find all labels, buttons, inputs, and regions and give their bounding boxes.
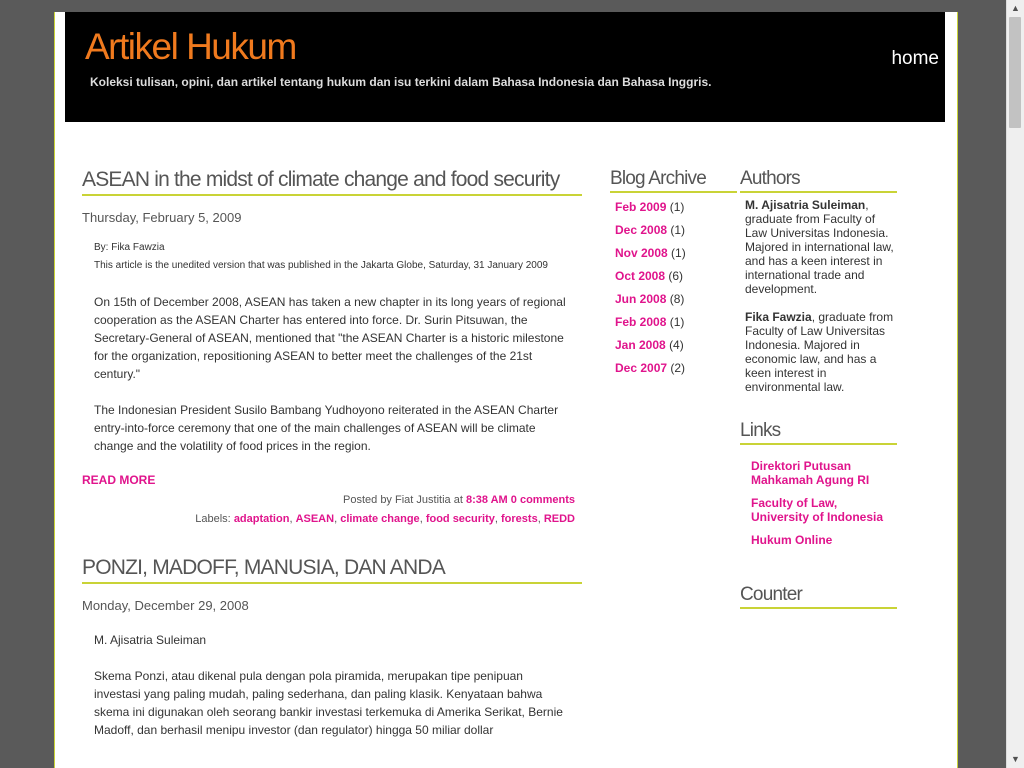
archive-list — [610, 199, 737, 383]
links-section — [740, 420, 897, 556]
link-item — [751, 459, 897, 487]
archive-item — [615, 291, 737, 314]
label-link[interactable]: forests — [501, 513, 538, 525]
archive-item — [615, 199, 737, 222]
at-label: at — [453, 494, 463, 506]
post-title[interactable]: PONZI, MADOFF, MANUSIA, DAN ANDA — [82, 556, 582, 584]
post-author: Fiat Justitia — [395, 494, 451, 506]
authors-title: Authors — [740, 168, 897, 193]
post-time-link[interactable]: 8:38 AM — [465, 494, 508, 506]
archive-count: (6) — [668, 269, 684, 283]
links-title: Links — [740, 420, 897, 445]
post-paragraph: Skema Ponzi, atau dikenal pula dengan pola piramida, merupakan tipe penipuan investasi yang paling mudah, paling sederhana, dan paling klasik. Kenyataan bahwa skema ini digunakan oleh seorang bankir investasi terkemuka di Amerika Serikat, Bernie Madoff, dan berhasil menipu investor (dan regulator) hingga 50 miliar dollar — [94, 669, 563, 737]
post-footer — [82, 491, 582, 509]
archive-item — [615, 268, 737, 291]
link-direktori-putusan[interactable]: Direktori Putusan Mahkamah Agung RI — [751, 459, 870, 487]
archive-link[interactable]: Feb 2008 — [615, 315, 667, 329]
blog-title[interactable]: Artikel Hukum — [85, 26, 296, 67]
links-list — [740, 459, 897, 547]
counter-title: Counter — [740, 584, 897, 609]
archive-item — [615, 222, 737, 245]
archive-count: (1) — [670, 223, 686, 237]
archive-link[interactable]: Dec 2007 — [615, 361, 668, 375]
link-item — [751, 533, 897, 547]
counter-section — [740, 584, 897, 609]
read-more-link[interactable]: READ MORE — [82, 473, 156, 487]
link-item — [751, 496, 897, 524]
labels-label: Labels: — [195, 513, 231, 525]
archive-link[interactable]: Jan 2008 — [615, 338, 666, 352]
page-container — [54, 12, 958, 768]
archive-count: (1) — [671, 246, 686, 260]
archive-link[interactable]: Oct 2008 — [615, 269, 666, 283]
archive-link[interactable]: Dec 2008 — [615, 223, 668, 237]
triangle-down-icon[interactable]: ▼ — [1011, 754, 1020, 764]
home-link[interactable]: home — [891, 48, 939, 69]
post-paragraph: The Indonesian President Susilo Bambang Yudhoyono reiterated in the ASEAN Charter entry-into-force ceremony that one of the main challenges of ASEAN will be climate change and the volatility of food prices in the region. — [94, 403, 559, 453]
vertical-scrollbar[interactable] — [1006, 0, 1024, 768]
post-labels: Labels: adaptation, ASEAN, climate change, food security, forests, REDD — [195, 513, 575, 525]
archive-link[interactable]: Jun 2008 — [615, 292, 667, 306]
post-date: Thursday, February 5, 2009 — [82, 210, 242, 225]
author-entry — [740, 310, 897, 394]
link-faculty-of-law[interactable]: Faculty of Law, University of Indonesia — [751, 496, 884, 524]
main-column — [82, 168, 582, 739]
archive-count: (4) — [669, 338, 684, 352]
archive-item — [615, 314, 737, 337]
label-link[interactable]: ASEAN — [295, 513, 335, 525]
blog-header — [65, 12, 945, 122]
archive-item — [615, 337, 737, 360]
authors-section — [740, 168, 897, 394]
post-date: Monday, December 29, 2008 — [82, 598, 249, 613]
archive-item — [615, 245, 737, 268]
label-link[interactable]: adaptation — [233, 513, 290, 525]
author-name: Fika Fawzia — [745, 310, 812, 324]
post — [82, 168, 582, 528]
archive-link[interactable]: Nov 2008 — [615, 246, 668, 260]
archive-count: (1) — [669, 200, 685, 214]
post-byline: By: Fika Fawzia — [94, 242, 165, 253]
archive-item — [615, 360, 737, 383]
post-paragraph: On 15th of December 2008, ASEAN has taken a new chapter in its long years of regional cooperation as the ASEAN Charter has entered into force. Dr. Surin Pitsuwan, the Secretary-General of ASEAN, mentioned that "the ASEAN Charter is a historic milestone for the organization, repositioning ASEAN to better meet the challenges of the 21st century." — [94, 295, 566, 381]
blog-archive — [610, 168, 737, 383]
archive-count: (1) — [669, 315, 685, 329]
archive-count: (8) — [669, 292, 685, 306]
archive-link[interactable]: Feb 2009 — [615, 200, 667, 214]
archive-title: Blog Archive — [610, 168, 737, 193]
label-link[interactable]: REDD — [543, 513, 575, 525]
post-note: This article is the unedited version that was published in the Jakarta Globe, Saturday, 31 January 2009 — [94, 260, 548, 271]
author-entry — [740, 198, 897, 296]
post-body — [82, 631, 582, 739]
triangle-up-icon[interactable]: ▲ — [1011, 3, 1020, 13]
post — [82, 556, 582, 739]
author-bio: , graduate from Faculty of Law Universitas Indonesia. Majored in international law, and has a keen interest in international trade and development. — [745, 198, 894, 296]
author-bio: , graduate from Faculty of Law Universitas Indonesia. Majored in economic law, and has a keen interest in environmental law. — [745, 310, 894, 394]
archive-count: (2) — [670, 361, 686, 375]
label-link[interactable]: climate change — [340, 513, 420, 525]
post-byline: M. Ajisatria Suleiman — [94, 633, 207, 647]
blog-description: Koleksi tulisan, opini, dan artikel tentang hukum dan isu terkini dalam Bahasa Indonesia dan Bahasa Inggris. — [90, 75, 712, 89]
post-title[interactable]: ASEAN in the midst of climate change and food security — [82, 168, 582, 196]
comments-link[interactable]: 0 comments — [510, 494, 575, 506]
posted-by-label: Posted by — [343, 494, 392, 506]
post-body — [82, 239, 582, 455]
author-name: M. Ajisatria Suleiman — [745, 198, 866, 212]
link-hukum-online[interactable]: Hukum Online — [751, 533, 833, 547]
label-link[interactable]: food security — [425, 513, 495, 525]
scrollbar-thumb[interactable] — [1009, 17, 1021, 128]
